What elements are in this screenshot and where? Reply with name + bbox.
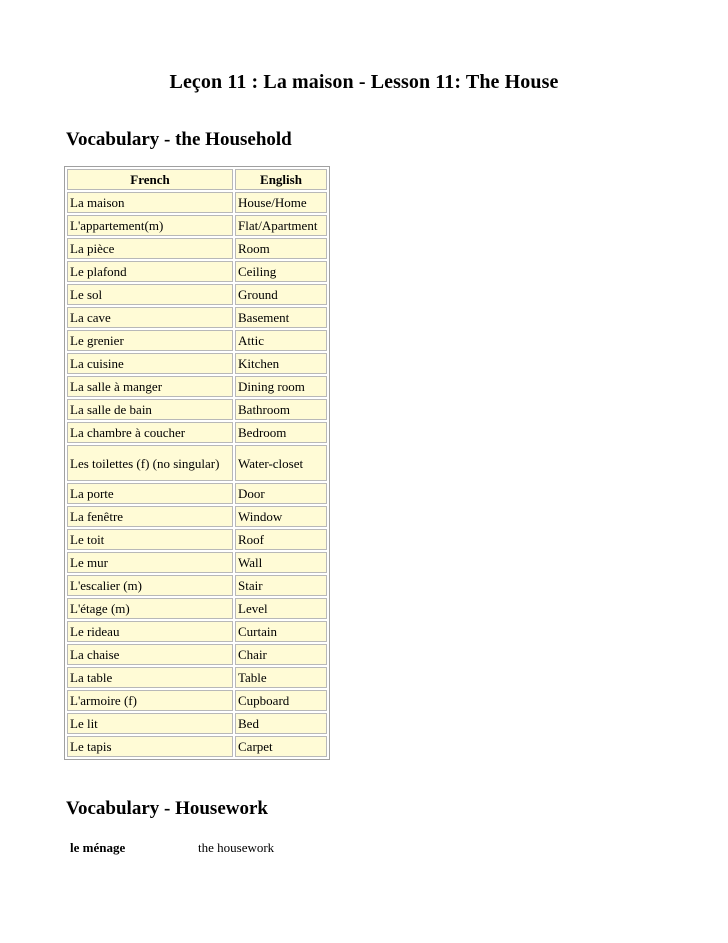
page-title: Leçon 11 : La maison - Lesson 11: The House [169,71,559,93]
housework-term-french: le ménage [70,840,126,855]
table-row [67,575,327,596]
cell-english: Attic [235,330,327,351]
table-row [67,399,327,420]
cell-english: Level [235,598,327,619]
cell-french: La salle à manger [67,376,233,397]
cell-french: Le lit [67,713,233,734]
cell-english: Carpet [235,736,327,757]
cell-french: Le plafond [67,261,233,282]
table-row [67,483,327,504]
cell-french: La porte [67,483,233,504]
cell-french: Le toit [67,529,233,550]
cell-french: Le grenier [67,330,233,351]
table-row [67,238,327,259]
cell-english: Bed [235,713,327,734]
cell-english: Chair [235,644,327,665]
cell-french: Les toilettes (f) (no singular) [67,445,233,481]
table-row [67,598,327,619]
table-row [67,376,327,397]
cell-english: Bedroom [235,422,327,443]
table-row [67,713,327,734]
column-header-english: English [235,169,327,190]
cell-english: Basement [235,307,327,328]
cell-english: Table [235,667,327,688]
household-vocabulary-table [64,166,330,760]
cell-french: La table [67,667,233,688]
cell-english: Room [235,238,327,259]
cell-french: Le rideau [67,621,233,642]
table-row [67,529,327,550]
column-header-french: French [67,169,233,190]
table-row [67,644,327,665]
table-row [67,736,327,757]
cell-english: Dining room [235,376,327,397]
cell-french: L'étage (m) [67,598,233,619]
cell-english: Kitchen [235,353,327,374]
cell-french: L'armoire (f) [67,690,233,711]
cell-french: La fenêtre [67,506,233,527]
cell-english: Curtain [235,621,327,642]
cell-english: Wall [235,552,327,573]
table-row [67,284,327,305]
table-row [67,215,327,236]
cell-french: La salle de bain [67,399,233,420]
table-row [67,422,327,443]
table-body [67,192,327,757]
cell-english: Stair [235,575,327,596]
table-row [67,621,327,642]
table-row [67,506,327,527]
housework-term-english: the housework [198,840,275,855]
cell-english: Window [235,506,327,527]
table-row [67,307,327,328]
table-row [67,353,327,374]
cell-french: La pièce [67,238,233,259]
cell-english: Ground [235,284,327,305]
cell-english: Water-closet [235,445,327,481]
table-row [67,330,327,351]
section-heading-housework: Vocabulary - Housework [66,798,268,819]
table-row [67,690,327,711]
table-row [67,261,327,282]
table-row [67,667,327,688]
cell-english: Roof [235,529,327,550]
table-row [67,192,327,213]
cell-english: Door [235,483,327,504]
cell-english: Ceiling [235,261,327,282]
cell-french: Le tapis [67,736,233,757]
cell-french: La cuisine [67,353,233,374]
cell-french: La chambre à coucher [67,422,233,443]
cell-english: Bathroom [235,399,327,420]
section-heading-household: Vocabulary - the Household [66,129,292,150]
cell-french: La maison [67,192,233,213]
cell-english: House/Home [235,192,327,213]
table-row [67,445,327,481]
cell-french: Le mur [67,552,233,573]
table-header-row [67,169,327,190]
cell-french: La cave [67,307,233,328]
cell-french: Le sol [67,284,233,305]
cell-french: L'escalier (m) [67,575,233,596]
table-row [67,552,327,573]
cell-english: Cupboard [235,690,327,711]
cell-english: Flat/Apartment [235,215,327,236]
cell-french: L'appartement(m) [67,215,233,236]
cell-french: La chaise [67,644,233,665]
